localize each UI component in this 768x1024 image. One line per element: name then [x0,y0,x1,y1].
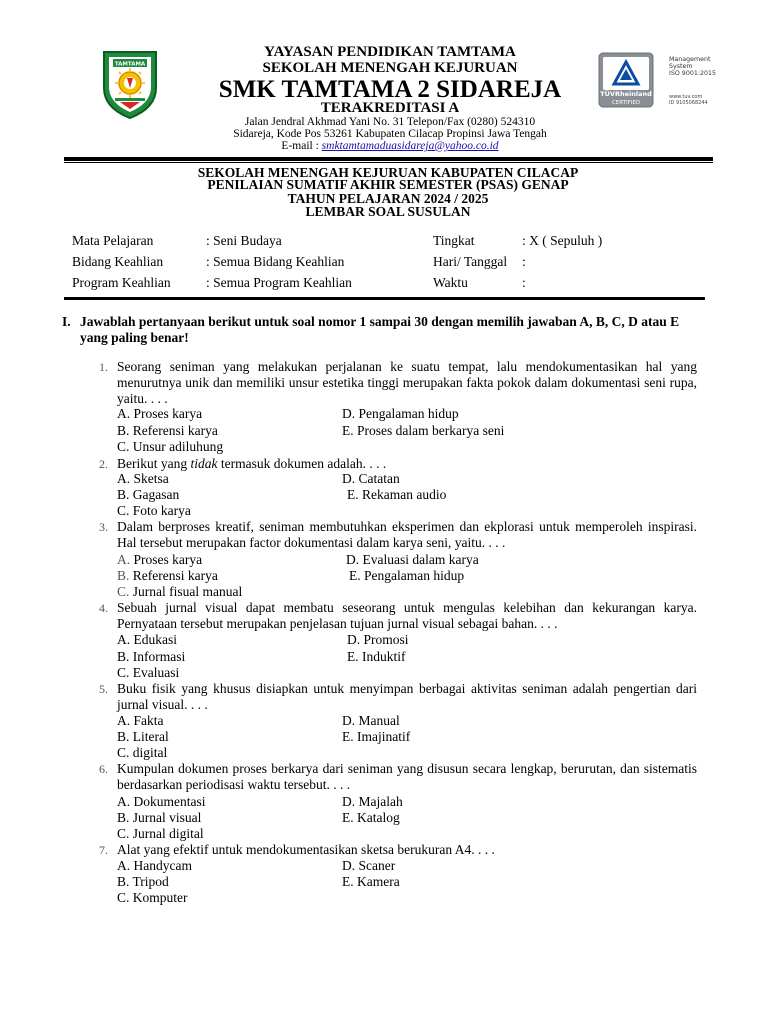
letterhead-divider-thin [64,162,713,163]
question-text: Alat yang efektif untuk mendokumentasikan sketsa berukuran A4. . . . [117,842,495,857]
school-name: SMK TAMTAMA 2 SIDAREJA [218,76,562,103]
option-d[interactable]: D. Manual [342,713,400,728]
option-e[interactable]: E. Kamera [342,874,400,889]
question-number: 6. [99,762,108,776]
date-value: : [522,254,526,269]
option-d[interactable]: D. Scaner [342,858,396,873]
cert-certified: CERTIFIED [611,100,641,106]
question-number: 5. [99,682,108,696]
cert-brand: TÜVRheinland [600,90,652,98]
option-c[interactable]: C. Foto karya [117,503,191,518]
address-line-2: Sidareja, Kode Pos 53261 Kabupaten Cilacap Propinsi Jawa Tengah [233,128,547,140]
option-c[interactable] [117,584,242,600]
option-b[interactable]: B. Informasi [117,649,186,664]
time-value: : [522,275,526,290]
option-a[interactable]: A. Edukasi [117,632,177,647]
option-a[interactable]: A. Fakta [117,713,164,728]
option-text: Jurnal fisual manual [132,584,243,599]
option-letter: C. [117,584,130,599]
foundation-name: YAYASAN PENDIDIKAN TAMTAMA [264,44,516,60]
option-c[interactable]: C. Komputer [117,890,188,905]
option-a[interactable]: A. Sketsa [117,471,169,486]
option-c[interactable]: C. Jurnal digital [117,826,204,841]
option-letter: B. [117,568,130,583]
question-number: 2. [99,457,108,471]
question-text: Dalam berproses kreatif, seniman membutuhkan eksperimen dan ekplorasi untuk memperoleh inspirasi. Hal tersebut merupakan factor dokumentasi dalam karya seni, yaitu. . . . [117,519,697,551]
option-d[interactable]: D. Evaluasi dalam karya [346,552,479,567]
school-logo [101,48,159,120]
option-e[interactable]: E. Rekaman audio [347,487,447,502]
cert-iso: ISO 9001:2015 [669,70,716,77]
option-b[interactable]: B. Jurnal visual [117,810,202,825]
accreditation: TERAKREDITASI A [320,100,460,116]
field-value: : Semua Bidang Keahlian [206,254,345,269]
exam-title-line-2: PENILAIAN SUMATIF AKHIR SEMESTER (PSAS) GENAP [207,177,569,192]
school-type: SEKOLAH MENENGAH KEJURUAN [262,60,518,76]
address-line-1: Jalan Jendral Akhmad Yani No. 31 Telepon/Fax (0280) 524310 [244,116,536,128]
subject-label: Mata Pelajaran [72,233,154,248]
option-b[interactable]: B. Tripod [117,874,169,889]
question-text: Kumpulan dokumen proses berkarya dari seniman yang disusun secara lengkap, berurutan, dan sistematis berdasarkan periodisasi waktu tersebut. . . . [117,761,697,793]
option-e[interactable]: E. Proses dalam berkarya seni [342,423,505,438]
exam-title-line-1: SEKOLAH MENENGAH KEJURUAN KABUPATEN CILACAP [197,165,579,180]
info-divider [64,297,705,300]
option-text: Referensi karya [132,568,218,583]
time-label: Waktu [433,275,468,290]
question-number: 4. [99,601,108,615]
option-a[interactable]: A. Proses karya [117,406,203,421]
option-e[interactable]: E. Imajinatif [342,729,411,744]
email-link[interactable]: smktamtamaduasidareja@yahoo.co.id [321,140,499,152]
question-text: Sebuah jurnal visual dapat membatu seseorang untuk mengulas kelebihan dan kekurangan karya. Pernyataan tersebut merupakan penjelasan tujuan jurnal visual sebagai bahan. . . . [117,600,697,632]
logo-text: TAMTAMA [114,61,146,68]
exam-title-line-4: LEMBAR SOAL SUSULAN [305,204,471,219]
question-number: 1. [99,360,108,374]
option-e[interactable]: E. Katalog [342,810,400,825]
option-b[interactable]: B. Literal [117,729,169,744]
exam-title-line-3: TAHUN PELAJARAN 2024 / 2025 [287,191,489,206]
option-c[interactable]: C. digital [117,745,168,760]
question-text-start: Berikut yang [117,456,191,471]
question-text: Buku fisik yang khusus disiapkan untuk menyimpan berbagai aktivitas seniman adalah pengertian dari jurnal visual. . . . [117,681,697,713]
option-b[interactable]: B. Gagasan [117,487,180,502]
option-e[interactable]: E. Pengalaman hidup [349,568,465,583]
option-d[interactable]: D. Majalah [342,794,403,809]
date-label: Hari/ Tanggal [433,254,508,269]
cert-id: ID 9105068244 [669,100,708,106]
program-label: Program Keahlian [72,275,171,290]
question-number: 3. [99,520,108,534]
question-number: 7. [99,843,108,857]
field-label: Bidang Keahlian [72,254,164,269]
option-d[interactable]: D. Catatan [342,471,400,486]
email-line [180,141,600,153]
instruction-text: Jawablah pertanyaan berikut untuk soal nomor 1 sampai 30 dengan memilih jawaban A, B, C, D atau E yang paling benar! [80,314,680,345]
option-d[interactable]: D. Promosi [347,632,409,647]
cert-management: Management [669,56,711,63]
option-d[interactable]: D. Pengalaman hidup [342,406,459,421]
grade-value: : X ( Sepuluh ) [522,233,603,248]
option-c[interactable]: C. Evaluasi [117,665,180,680]
letterhead-divider-thick [64,157,713,161]
subject-value: : Seni Budaya [206,233,282,248]
option-b[interactable]: B. Referensi karya [117,423,218,438]
cert-system: System [669,63,693,70]
option-c[interactable]: C. Unsur adiluhung [117,439,224,454]
option-text: Proses karya [133,552,203,567]
question-text-end: termasuk dokumen adalah. . . . [217,456,387,471]
option-letter: A. [117,552,131,567]
option-a[interactable]: A. Dokumentasi [117,794,206,809]
question-text [117,456,697,472]
question-text-italic: tidak [190,456,218,471]
iso-certification-badge [598,52,724,108]
program-value: : Semua Program Keahlian [206,275,352,290]
option-a[interactable]: A. Handycam [117,858,192,873]
option-a[interactable] [117,552,202,568]
email-label: E-mail : [281,140,322,152]
cert-url: www.tuv.com [669,94,703,100]
option-b[interactable] [117,568,218,584]
section-number: I. [62,314,71,329]
option-e[interactable]: E. Induktif [347,649,406,664]
grade-label: Tingkat [433,233,475,248]
question-text: Seorang seniman yang melakukan perjalanan ke suatu tempat, lalu mendokumentasikan hal yang menurutnya unik dan memiliki unsur estetika tinggi merupakan fakta pokok dalam dokumentasi seni rupa, yaitu. . . . [117,359,697,407]
